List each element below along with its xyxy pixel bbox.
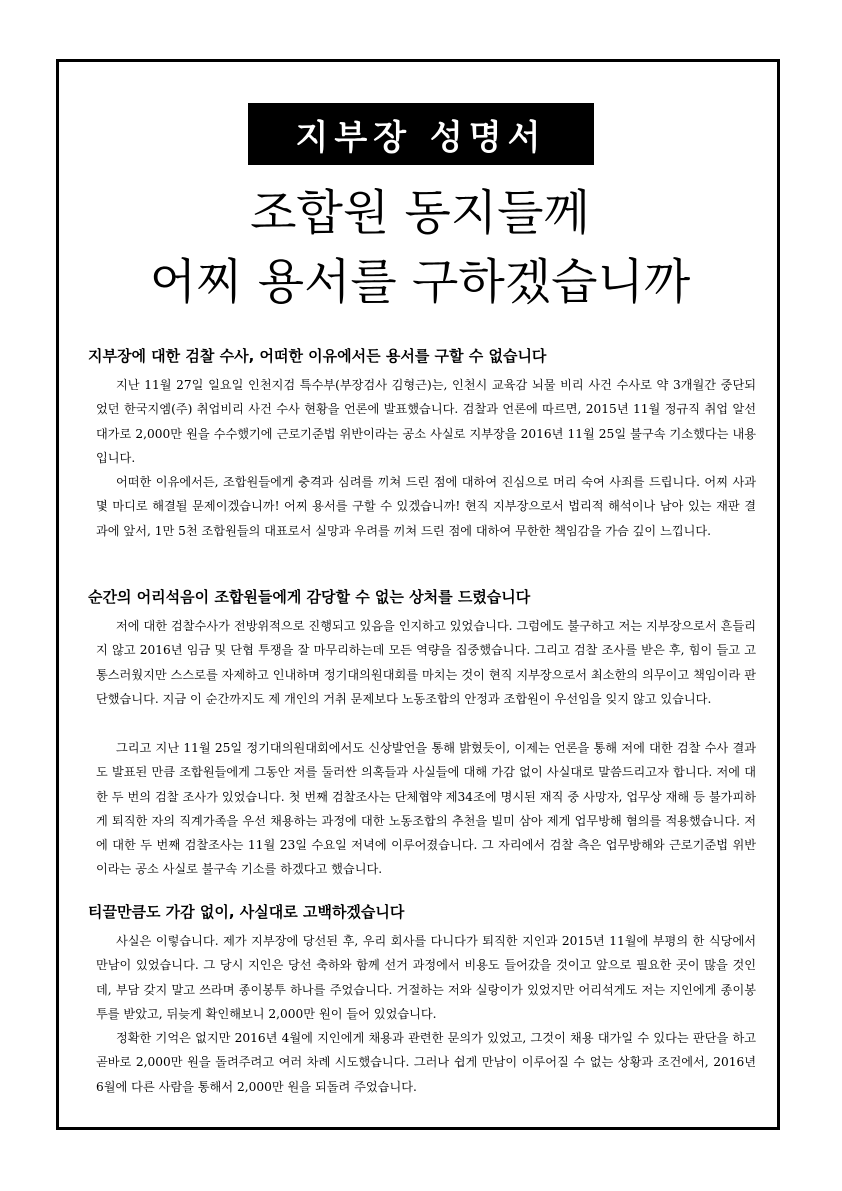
section-heading-2: 순간의 어리석음이 조합원들에게 감당할 수 없는 상처를 드렸습니다 bbox=[88, 588, 531, 606]
section-heading-1: 지부장에 대한 검찰 수사, 어떠한 이유에서든 용서를 구할 수 없습니다 bbox=[88, 347, 547, 365]
section-1-paragraph-1: 지난 11월 27일 일요일 인천지검 특수부(부장검사 김형근)는, 인천시 교육감 뇌물 비리 사건 수사로 약 3개월간 중단되었던 한국지엠(주) 취업비리 사건 수사 현황을 언론에 발표했습니다. 검찰과 언론에 따르면, 2015년 11월 정규직 취업 알선 대가로 2,000만 원을 수수했기에 근로기준법 위반이라는 공소 사실로 지부장을 2016년 11월 25일 불구속 기소했다는 내용입니다. bbox=[96, 378, 756, 465]
document-type-label: 지부장 성명서 bbox=[248, 103, 594, 165]
section-3-paragraph-2: 정확한 기억은 없지만 2016년 4월에 지인에게 채용과 관련한 문의가 있었고, 그것이 채용 대가일 수 있다는 판단을 하고 곧바로 2,000만 원을 돌려주려고 여러 차례 시도했습니다. 그러나 쉽게 만남이 이루어질 수 없는 상황과 조건에서, 2016년 6월에 다른 사람을 통해서 2,000만 원을 되돌려 주었습니다. bbox=[96, 1031, 756, 1094]
section-3-paragraph-1: 사실은 이렇습니다. 제가 지부장에 당선된 후, 우리 회사를 다니다가 퇴직한 지인과 2015년 11월에 부평의 한 식당에서 만남이 있었습니다. 그 당시 지인은 당선 축하와 함께 선거 과정에서 비용도 들어갔을 것이고 앞으로 필요한 곳이 많을 것인데, 부담 갖지 말고 쓰라며 종이봉투 하나를 주었습니다. 거절하는 저와 실랑이가 있었지만 어리석게도 저는 지인에게 종이봉투를 받았고, 뒤늦게 확인해보니 2,000만 원이 들어 있었습니다. bbox=[96, 934, 756, 1021]
headline-line-1: 조합원 동지들께 bbox=[250, 185, 590, 241]
section-1-paragraph-2: 어떠한 이유에서든, 조합원들에게 충격과 심려를 끼쳐 드린 점에 대하여 진심으로 머리 숙여 사죄를 드립니다. 어찌 사과 몇 마디로 해결될 문제이겠습니까! 어찌 용서를 구할 수 있겠습니까! 현직 지부장으로서 법리적 해석이나 남아 있는 재판 결과에 앞서, 1만 5천 조합원들의 대표로서 실망과 우려를 끼쳐 드린 점에 대하여 무한한 책임감을 가슴 깊이 느낍니다. bbox=[96, 475, 756, 538]
section-2-paragraph-2: 그리고 지난 11월 25일 정기대의원대회에서도 신상발언을 통해 밝혔듯이, 이제는 언론을 통해 저에 대한 검찰 수사 결과도 발표된 만큼 조합원들에게 그동안 저를 둘러싼 의혹들과 사실들에 대해 가감 없이 사실대로 말씀드리고자 합니다. 저에 대한 두 번의 검찰 조사가 있었습니다. 첫 번째 검찰조사는 단체협약 제34조에 명시된 재직 중 사망자, 업무상 재해 등 불가피하게 퇴직한 자의 직계가족을 우선 채용하는 과정에 대한 노동조합의 추천을 빌미 삼아 제게 업무방해 혐의를 적용했습니다. 저에 대한 두 번째 검찰조사는 11월 23일 수요일 저녁에 이루어졌습니다. 그 자리에서 검찰 측은 업무방해와 근로기준법 위반이라는 공소 사실로 불구속 기소를 하겠다고 했습니다. bbox=[96, 741, 756, 877]
section-heading-3: 티끌만큼도 가감 없이, 사실대로 고백하겠습니다 bbox=[88, 903, 405, 921]
section-2-paragraph-1: 저에 대한 검찰수사가 전방위적으로 진행되고 있음을 인지하고 있었습니다. 그럼에도 불구하고 저는 지부장으로서 흔들리지 않고 2016년 임금 및 단협 투쟁을 잘 마무리하는데 모든 역량을 집중했습니다. 그리고 검찰 조사를 받은 후, 힘이 들고 고통스러웠지만 스스로를 자제하고 인내하며 정기대의원대회를 마치는 것이 현직 지부장으로서 최소한의 의무이고 책임이라 판단했습니다. 지금 이 순간까지도 제 개인의 거취 문제보다 노동조합의 안정과 조합원이 우선임을 잊지 않고 있습니다. bbox=[96, 619, 756, 706]
headline-line-2: 어찌 용서를 구하겠습니까 bbox=[149, 254, 691, 310]
